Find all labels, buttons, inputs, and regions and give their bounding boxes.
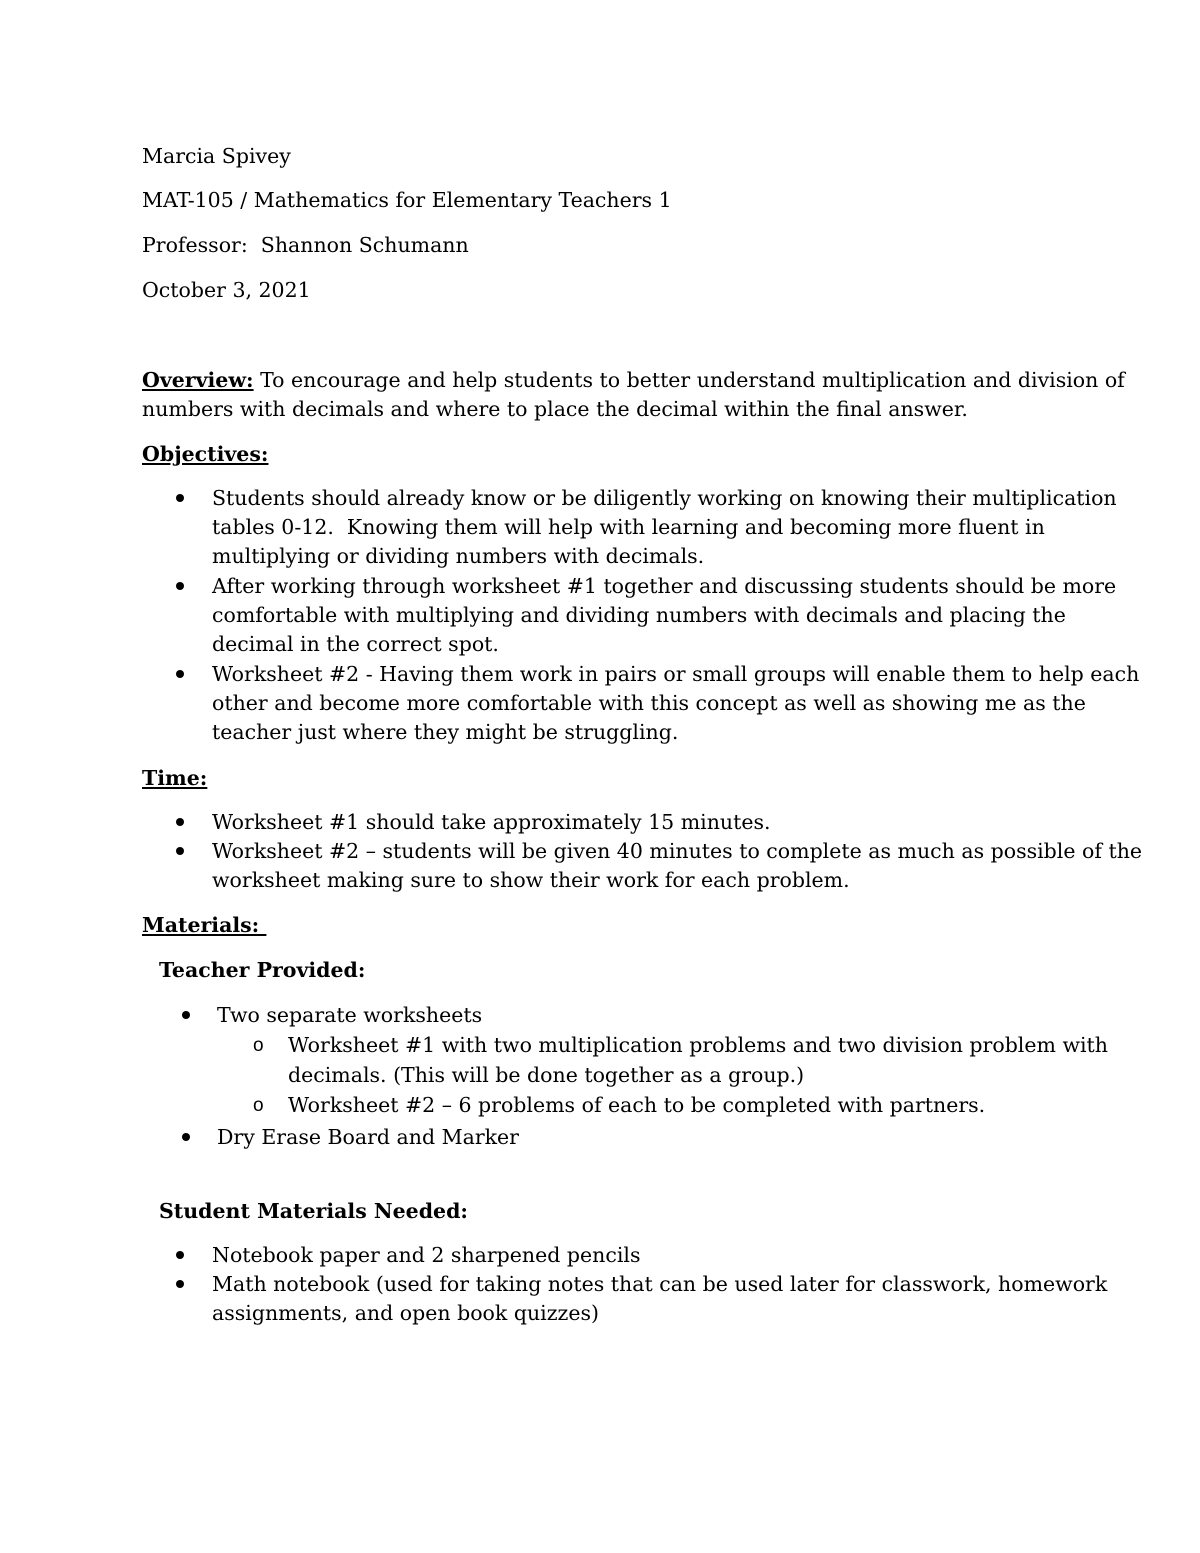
objective-2-line2: comfortable with multiplying and dividing numbers with decimals and placing the	[212, 603, 1066, 627]
circle-bullet-icon: o	[253, 1035, 264, 1056]
teacher-item-1: Two separate worksheets	[217, 1003, 483, 1027]
bullet-icon	[176, 1251, 184, 1259]
bullet-icon	[176, 494, 184, 502]
date-line: October 3, 2021	[142, 278, 311, 302]
objectives-label: Objectives:	[142, 442, 269, 466]
overview-paragraph	[142, 366, 1125, 395]
teacher-provided-heading: Teacher Provided:	[159, 958, 366, 982]
time-label: Time:	[142, 766, 208, 790]
bullet-icon	[182, 1011, 190, 1019]
time-2-line1: Worksheet #2 – students will be given 40 minutes to complete as much as possible of the	[212, 839, 1143, 863]
teacher-subitem-1-line2: decimals. (This will be done together as a group.)	[288, 1063, 805, 1087]
time-1-line1: Worksheet #1 should take approximately 15 minutes.	[212, 810, 771, 834]
overview-text-line1: To encourage and help students to better understand multiplication and division of	[253, 368, 1125, 392]
bullet-icon	[176, 847, 184, 855]
bullet-icon	[182, 1133, 190, 1141]
objective-3-line3: teacher just where they might be struggling.	[212, 720, 679, 744]
teacher-subitem-2: Worksheet #2 – 6 problems of each to be completed with partners.	[288, 1093, 986, 1117]
teacher-subitem-1-line1: Worksheet #1 with two multiplication problems and two division problem with	[288, 1033, 1108, 1057]
teacher-item-2: Dry Erase Board and Marker	[217, 1125, 519, 1149]
bullet-icon	[176, 582, 184, 590]
student-materials-heading: Student Materials Needed:	[159, 1199, 468, 1223]
professor-line: Professor: Shannon Schumann	[142, 233, 469, 257]
overview-text-line2: numbers with decimals and where to place the decimal within the final answer.	[142, 397, 968, 421]
student-item-1: Notebook paper and 2 sharpened pencils	[212, 1243, 641, 1267]
student-item-2-line1: Math notebook (used for taking notes that can be used later for classwork, homework	[212, 1272, 1108, 1296]
student-name: Marcia Spivey	[142, 144, 291, 168]
bullet-icon	[176, 818, 184, 826]
bullet-icon	[176, 670, 184, 678]
course-title: MAT-105 / Mathematics for Elementary Teachers 1	[142, 188, 672, 212]
objective-1-line2: tables 0-12. Knowing them will help with learning and becoming more fluent in	[212, 515, 1045, 539]
circle-bullet-icon: o	[253, 1095, 264, 1116]
student-item-2-line2: assignments, and open book quizzes)	[212, 1301, 599, 1325]
objective-1-line3: multiplying or dividing numbers with decimals.	[212, 544, 705, 568]
objective-3-line2: other and become more comfortable with this concept as well as showing me as the	[212, 691, 1086, 715]
objective-3-line1: Worksheet #2 - Having them work in pairs or small groups will enable them to help each	[212, 662, 1140, 686]
bullet-icon	[176, 1280, 184, 1288]
objective-2-line1: After working through worksheet #1 together and discussing students should be more	[212, 574, 1117, 598]
objective-2-line3: decimal in the correct spot.	[212, 632, 499, 656]
time-2-line2: worksheet making sure to show their work for each problem.	[212, 868, 850, 892]
objective-1-line1: Students should already know or be diligently working on knowing their multiplication	[212, 486, 1117, 510]
overview-label: Overview:	[142, 368, 254, 392]
materials-label: Materials:	[142, 913, 267, 937]
